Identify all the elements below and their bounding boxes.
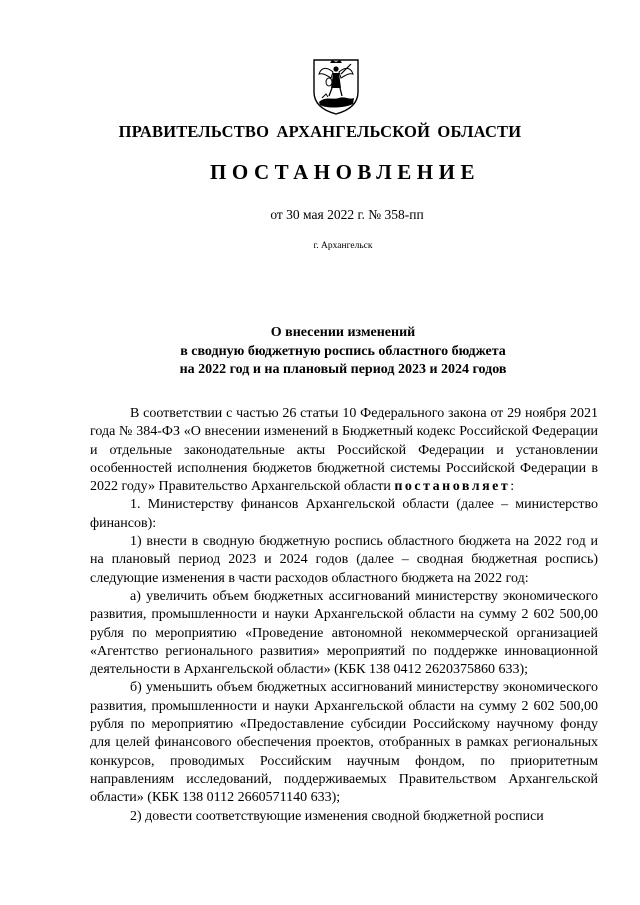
document-type: ПОСТАНОВЛЕНИЕ	[210, 160, 480, 184]
city: г. Архангельск	[313, 241, 373, 251]
subject-line: в сводную бюджетную роспись областного бюджета	[180, 343, 506, 359]
document-body	[90, 405, 598, 826]
item-paragraph: 1. Министерству финансов Архангельской области (далее – министерство финансов):	[90, 497, 598, 531]
decree-colon: :	[510, 479, 515, 495]
item-paragraph: 2) довести соответствующие изменения сводной бюджетной росписи	[130, 808, 544, 824]
government-name: ПРАВИТЕЛЬСТВО АРХАНГЕЛЬСКОЙ ОБЛАСТИ	[118, 122, 522, 141]
coat-of-arms-icon	[311, 58, 361, 116]
item-paragraph: 1) внести в сводную бюджетную роспись областного бюджета на 2022 год и на плановый период 2023 и 2024 годов (далее – сводная бюджетная роспись) следующие изменения в части расходов областного бюджета на 2022 год:	[90, 534, 598, 586]
subject-line: на 2022 год и на плановый период 2023 и 2024 годов	[179, 362, 507, 377]
document-subject	[0, 324, 640, 380]
item-paragraph: а) увеличить объем бюджетных ассигнований министерству экономического развития, промышленности и науки Архангельской области на сумму 2 602 500,00 рубля по мероприятию «Проведение автономной некоммерческой организацией «Агентство регионального развития» мероприятий по поддержке инновационной деятельности в Архангельской области» (КБК 138 0412 2620375860 633);	[90, 588, 598, 678]
intro-text: В соответствии с частью 26 статьи 10 Федерального закона от 29 ноября 2021 года № 384-ФЗ «О внесении изменений в Бюджетный кодекс Российской Федерации и отдельные законодательные акты Российской Федерации и установлении особенностей исполнения бюджетов бюджетной системы Российской Федерации в 2022 году» Правительство Архангельской области	[90, 406, 598, 495]
subject-line: О внесении изменений	[270, 325, 416, 340]
item-paragraph: б) уменьшить объем бюджетных ассигнований министерству экономического развития, промышленности и науки Архангельской области на сумму 2 602 500,00 рубля по мероприятию «Предоставление субсидии Российскому научному фонду для целей финансового обеспечения проектов, отобранных в рамках региональных конкурсов, проводимых Российским научным фондом, по приоритетным направлениям исследований, поддерживаемых Правительством Архангельской области» (КБК 138 0112 2660571140 633);	[90, 680, 598, 806]
date-number: от 30 мая 2022 г. № 358-пп	[270, 207, 424, 222]
intro-paragraph	[90, 405, 598, 496]
decree-word: постановляет	[394, 479, 511, 495]
